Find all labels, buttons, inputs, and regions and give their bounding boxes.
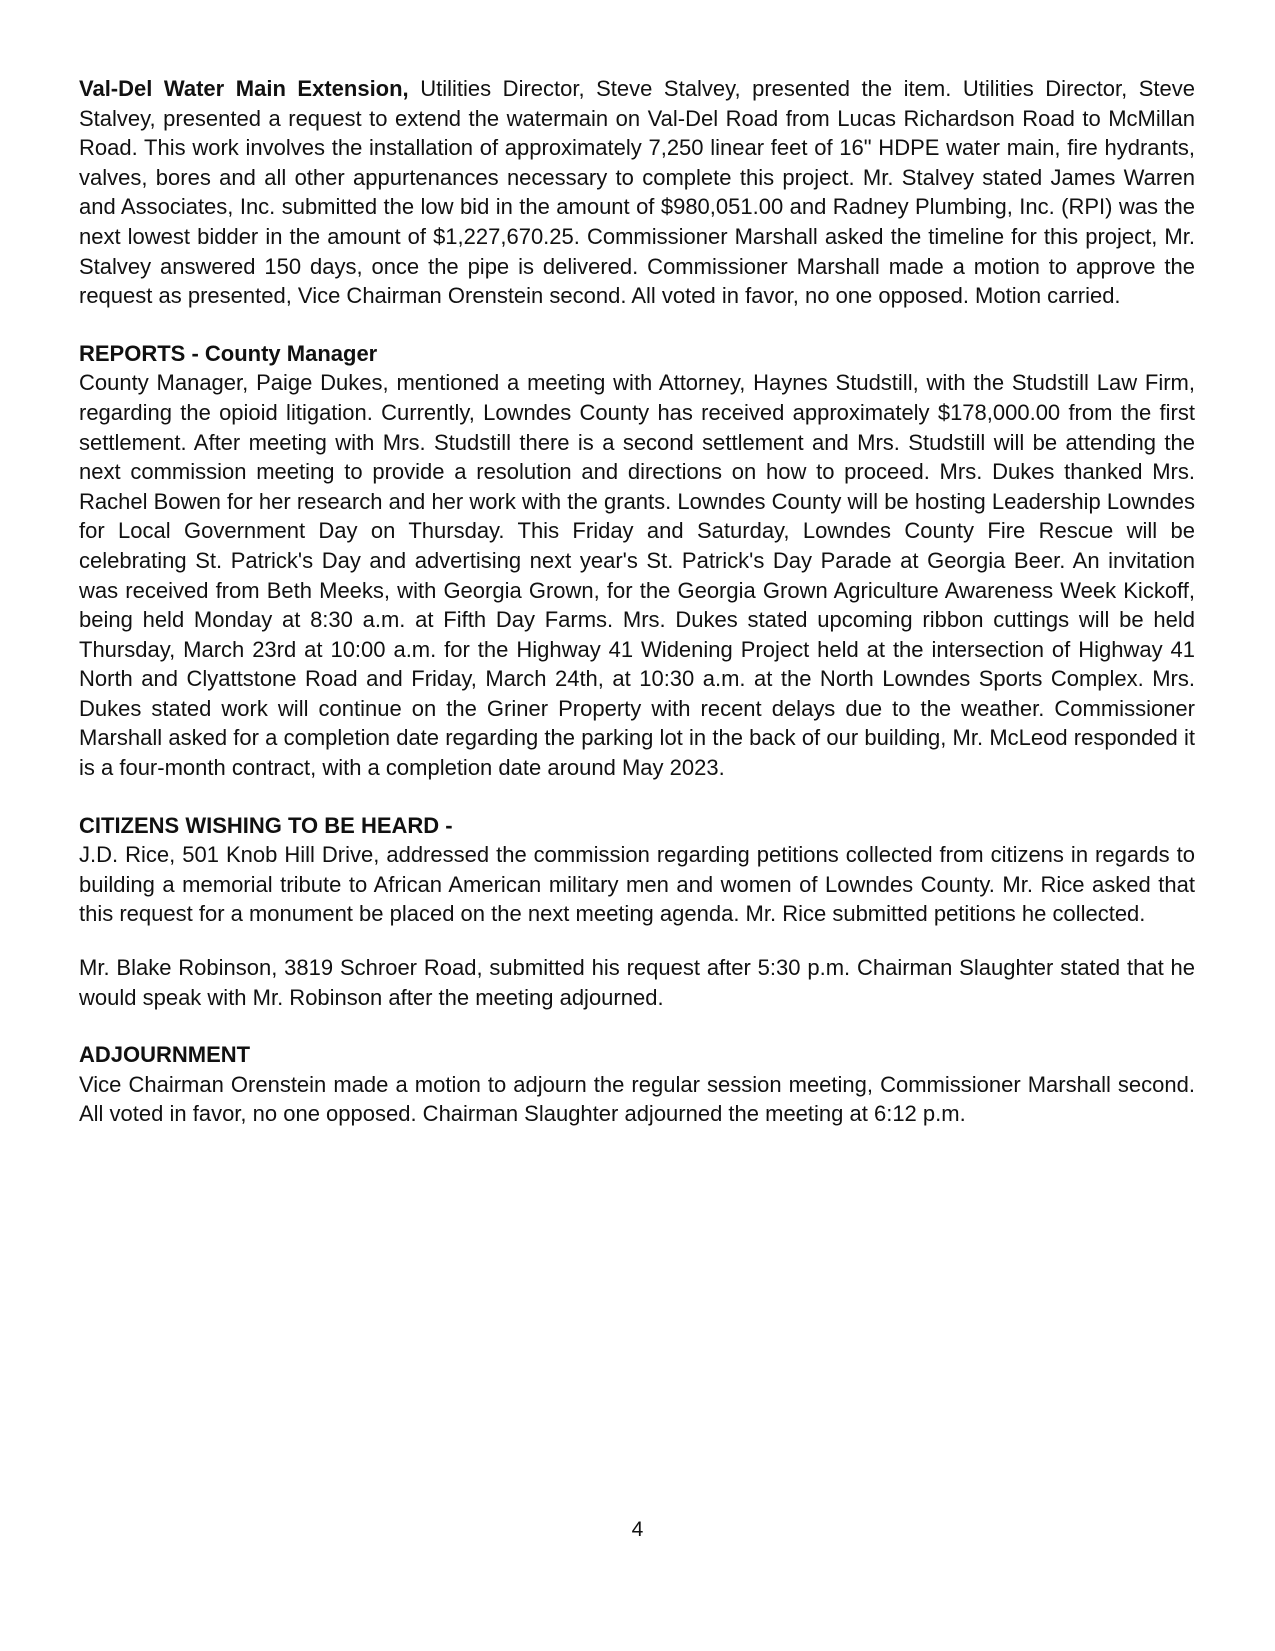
water-main-section	[79, 74, 1195, 311]
adjournment-section	[79, 1040, 1195, 1129]
water-main-heading: Val-Del Water Main Extension,	[79, 76, 409, 101]
adjournment-heading: ADJOURNMENT	[79, 1042, 251, 1068]
water-main-paragraph	[79, 74, 1195, 311]
water-main-body: Utilities Director, Steve Stalvey, presented the item. Utilities Director, Steve Stalvey, presented a request to extend the watermain on Val-Del Road from Lucas Richardson Road to McMillan Road. This work involves the installation of approximately 7,250 linear feet of 16" HDPE water main, fire hydrants, valves, bores and all other appurtenances necessary to complete this project. Mr. Stalvey stated James Warren and Associates, Inc. submitted the low bid in the amount of $980,051.00 and Radney Plumbing, Inc. (RPI) was the next lowest bidder in the amount of $1,227,670.25. Commissioner Marshall asked the timeline for this project, Mr. Stalvey answered 150 days, once the pipe is delivered. Commissioner Marshall made a motion to approve the request as presented, Vice Chairman Orenstein second. All voted in favor, no one opposed. Motion carried.	[79, 76, 1196, 309]
adjournment-body: Vice Chairman Orenstein made a motion to adjourn the regular session meeting, Commissioner Marshall second. All voted in favor, no one opposed. Chairman Slaughter adjourned the meeting at 6:12 p.m.	[79, 1071, 1195, 1127]
citizens-paragraph-rice: J.D. Rice, 501 Knob Hill Drive, addressed the commission regarding petitions collected from citizens in regards to building a memorial tribute to African American military men and women of Lowndes County. Mr. Rice asked that this request for a monument be placed on the next meeting agenda. Mr. Rice submitted petitions he collected.	[79, 842, 1195, 927]
reports-body: County Manager, Paige Dukes, mentioned a meeting with Attorney, Haynes Studstill, with the Studstill Law Firm, regarding the opioid litigation. Currently, Lowndes County has received approximately $178,000.00 from the first settlement. After meeting with Mrs. Studstill there is a second settlement and Mrs. Studstill will be attending the next commission meeting to provide a resolution and directions on how to proceed. Mrs. Dukes thanked Mrs. Rachel Bowen for her research and her work with the grants. Lowndes County will be hosting Leadership Lowndes for Local Government Day on Thursday. This Friday and Saturday, Lowndes County Fire Rescue will be celebrating St. Patrick's Day and advertising next year's St. Patrick's Day Parade at Georgia Beer. An invitation was received from Beth Meeks, with Georgia Grown, for the Georgia Grown Agriculture Awareness Week Kickoff, being held Monday at 8:30 a.m. at Fifth Day Farms. Mrs. Dukes stated upcoming ribbon cuttings will be held Thursday, March 23rd at 10:00 a.m. for the Highway 41 Widening Project held at the intersection of Highway 41 North and Clyattstone Road and Friday, March 24th, at 10:30 a.m. at the North Lowndes Sports Complex. Mrs. Dukes stated work will continue on the Griner Property with recent delays due to the weather. Commissioner Marshall asked for a completion date regarding the parking lot in the back of our building, Mr. McLeod responded it is a four-month contract, with a completion date around May 2023.	[79, 370, 1195, 781]
citizens-section	[79, 811, 1195, 1013]
page-number: 4	[631, 1518, 644, 1541]
reports-heading: REPORTS - County Manager	[79, 340, 378, 366]
reports-section	[79, 339, 1195, 783]
citizens-paragraph-robinson: Mr. Blake Robinson, 3819 Schroer Road, submitted his request after 5:30 p.m. Chairman Slaughter stated that he would speak with Mr. Robinson after the meeting adjourned.	[79, 955, 1195, 1010]
citizens-heading: CITIZENS WISHING TO BE HEARD -	[79, 812, 453, 838]
document-page	[79, 74, 1195, 1129]
